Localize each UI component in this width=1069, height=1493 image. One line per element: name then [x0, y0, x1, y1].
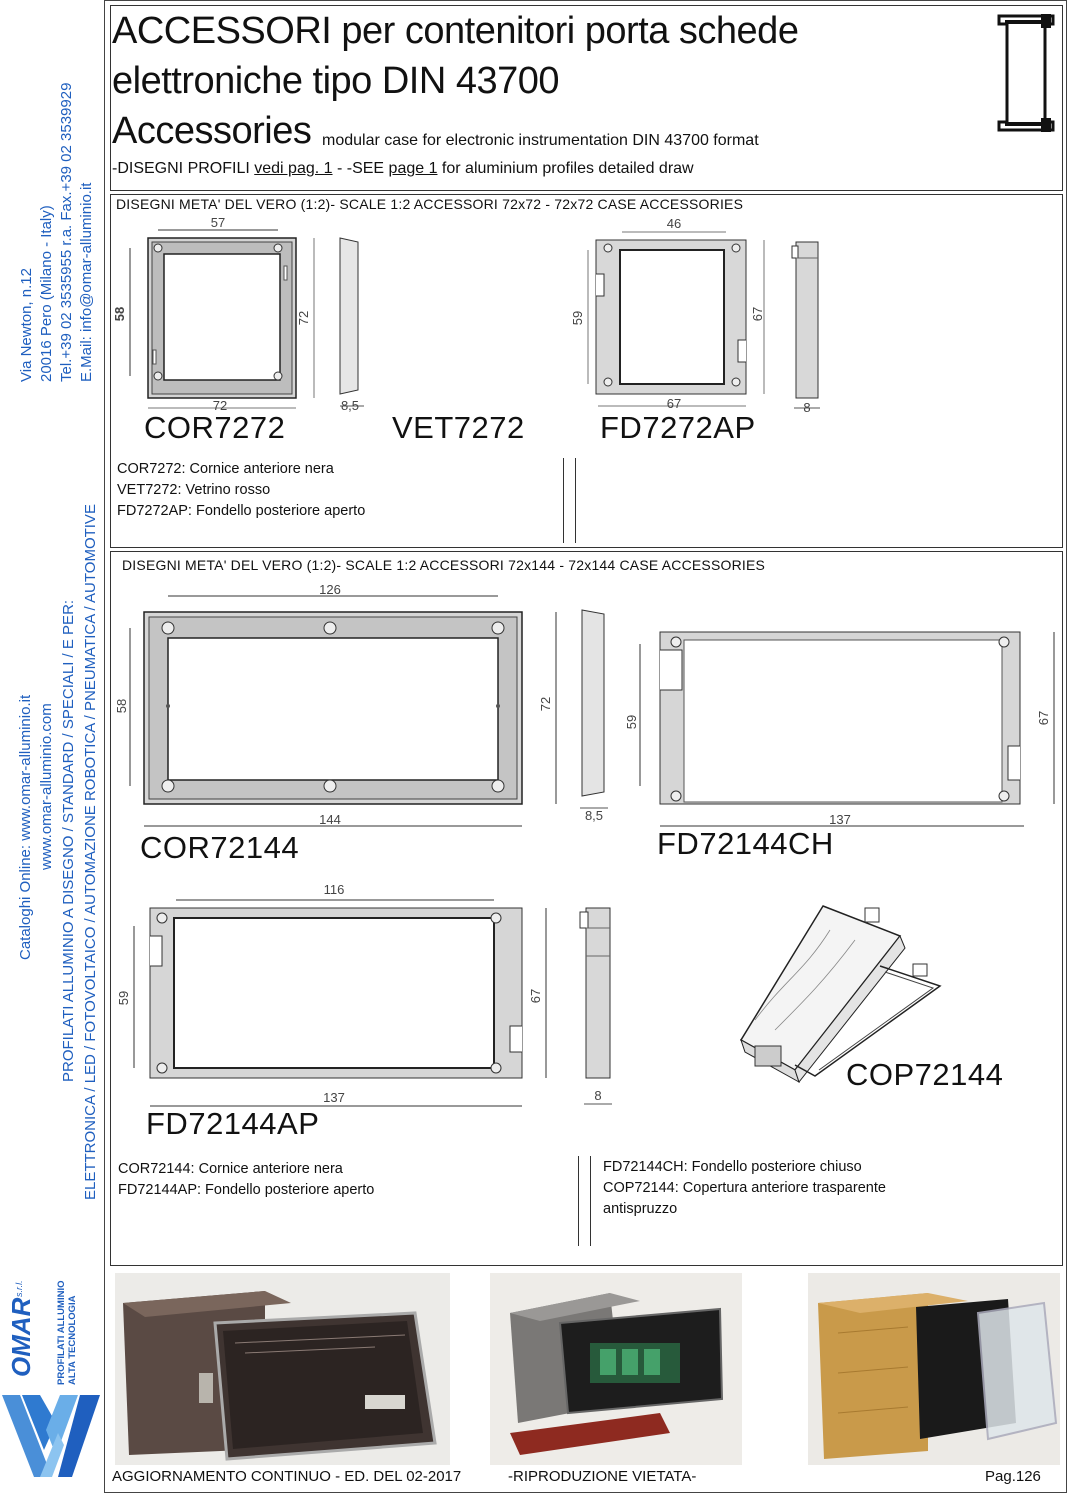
- divider-1b: [575, 458, 576, 543]
- dim-fdap-left: 59: [116, 990, 131, 1006]
- fd72144ch-drawing: [620, 620, 1060, 830]
- code-cor7272: COR7272: [144, 410, 286, 445]
- code-fd7272ap: FD7272AP: [600, 410, 756, 445]
- omar-logo-mark: [0, 1245, 104, 1480]
- desc-fd72144ch: FD72144CH: Fondello posteriore chiuso: [603, 1159, 862, 1175]
- cor7272-drawing: [112, 212, 338, 417]
- logo-tagline-1: PROFILATI ALLUMINIO: [56, 1280, 67, 1385]
- address-line-4[interactable]: E.Mail: info@omar-alluminio.it: [78, 182, 95, 382]
- code-fd72144ch: FD72144CH: [657, 826, 834, 861]
- dim-fd7272-right: 67: [750, 306, 765, 322]
- photo-case-display: [490, 1273, 742, 1465]
- footer-notice: -RIPRODUZIONE VIETATA-: [508, 1468, 697, 1485]
- dim-fdch-left: 59: [624, 714, 639, 730]
- dim-cor7272-left: 58: [112, 306, 127, 322]
- catalog-line-3: PROFILATI ALLUMINIO A DISEGNO / STANDARD / SPECIALI / E PER:: [60, 599, 77, 1082]
- catalog-line-1[interactable]: Cataloghi Online: www.omar-alluminio.it: [17, 694, 34, 960]
- footer-page-number: Pag.126: [985, 1468, 1041, 1485]
- fd7272ap-side-drawing: [790, 236, 830, 416]
- photo-case-closed-cover: [115, 1273, 450, 1465]
- dim-fdap-bottom: 137: [323, 1090, 345, 1105]
- code-cop72144: COP72144: [846, 1057, 1004, 1092]
- divider-2a: [578, 1156, 579, 1246]
- dim-fdap-top: 116: [323, 882, 345, 897]
- title-line-1: ACCESSORI per contenitori porta schede: [112, 10, 799, 52]
- subtitle-en: modular case for electronic instrumentation DIN 43700 format: [322, 132, 759, 149]
- vet7272-drawing: [336, 234, 376, 414]
- code-vet7272: VET7272: [392, 410, 525, 445]
- dim-cor7272-bottom: 72: [212, 398, 228, 413]
- divider-1a: [563, 458, 564, 543]
- footer-edition: AGGIORNAMENTO CONTINUO - ED. DEL 02-2017: [112, 1468, 462, 1485]
- cor72144-side-drawing: [578, 606, 618, 826]
- desc-cor7272: COR7272: Cornice anteriore nera: [117, 461, 334, 477]
- dim-cor72144-bottom: 144: [319, 812, 341, 827]
- section2-descriptions-right: [603, 1157, 886, 1220]
- cor72144-drawing: [112, 576, 572, 836]
- desc-vet7272: VET7272: Vetrino rosso: [117, 482, 271, 498]
- fd72144ap-side-drawing: [578, 904, 618, 1114]
- profiles-note: [112, 160, 694, 178]
- dim-cor7272-top: 57: [210, 215, 226, 230]
- fd72144ap-drawing: [112, 876, 562, 1116]
- address-line-1: Via Newton, n.12: [18, 268, 35, 382]
- profiles-mid: - -SEE: [332, 160, 389, 177]
- omar-logo: [0, 1245, 104, 1480]
- dim-fdap-side: 8: [594, 1088, 602, 1103]
- title-line-2: elettroniche tipo DIN 43700: [112, 60, 560, 102]
- dim-side-85: 8,5: [584, 808, 604, 823]
- photo-case-gold: [808, 1273, 1060, 1465]
- title-line-3: Accessories: [112, 110, 312, 152]
- desc-fd72144ap: FD72144AP: Fondello posteriore aperto: [118, 1182, 375, 1198]
- fd7272ap-drawing: [568, 214, 778, 414]
- divider-2b: [590, 1156, 591, 1246]
- dim-fdch-bottom: 137: [829, 812, 851, 827]
- section2-heading: DISEGNI META' DEL VERO (1:2)- SCALE 1:2 ACCESSORI 72x144 - 72x144 CASE ACCESSORIES: [122, 557, 766, 573]
- dim-fd7272-bottom: 67: [666, 396, 682, 411]
- address-line-2: 20016 Pero (Milano - Italy): [38, 205, 55, 382]
- desc-cop72144: COP72144: Copertura anteriore trasparente: [603, 1180, 886, 1196]
- section1-heading: DISEGNI META' DEL VERO (1:2)- SCALE 1:2 ACCESSORI 72x72 - 72x72 CASE ACCESSORIES: [116, 196, 744, 212]
- catalog-line-2[interactable]: www.omar-alluminio.com: [38, 703, 55, 870]
- dim-cor72144-top: 126: [319, 582, 341, 597]
- dim-cor72144-right: 72: [538, 696, 553, 712]
- dim-fdap-right: 67: [528, 988, 543, 1004]
- profiles-suffix: for aluminium profiles detailed draw: [437, 160, 694, 177]
- profiles-link-en[interactable]: page 1: [388, 160, 438, 177]
- profile-section-icon: [995, 12, 1057, 134]
- desc-cop72144-cont: antispruzzo: [603, 1201, 678, 1217]
- desc-fd7272ap: FD7272AP: Fondello posteriore aperto: [117, 503, 366, 519]
- dim-vet7272-bottom: 8,5: [340, 398, 360, 413]
- code-cor72144: COR72144: [140, 830, 300, 865]
- logo-brand: OMAR: [6, 1297, 36, 1377]
- section2-descriptions-left: [118, 1159, 374, 1201]
- profiles-link-it[interactable]: vedi pag. 1: [254, 160, 333, 177]
- catalog-line-4: ELETTRONICA / LED / FOTOVOLTAICO / AUTOMAZIONE ROBOTICA / PNEUMATICA / AUTOMOTIVE: [82, 504, 99, 1200]
- desc-cor72144: COR72144: Cornice anteriore nera: [118, 1161, 343, 1177]
- section1-descriptions: [117, 459, 365, 522]
- dim-fd7272-top: 46: [666, 216, 682, 231]
- code-fd72144ap: FD72144AP: [146, 1106, 320, 1141]
- logo-suffix: s.r.l.: [14, 1280, 24, 1297]
- dim-fdch-right: 67: [1036, 710, 1051, 726]
- dim-cor7272-right: 72: [296, 310, 311, 326]
- dim-fd7272-left: 59: [570, 310, 585, 326]
- profiles-prefix: -DISEGNI PROFILI: [112, 160, 255, 177]
- address-line-3: Tel.+39 02 3535955 r.a. Fax.+39 02 3539929: [58, 82, 75, 382]
- dim-fd7272-side: 8: [803, 400, 811, 415]
- dim-cor72144-left: 58: [114, 698, 129, 714]
- logo-tagline-2: ALTA TECNOLOGIA: [67, 1295, 78, 1385]
